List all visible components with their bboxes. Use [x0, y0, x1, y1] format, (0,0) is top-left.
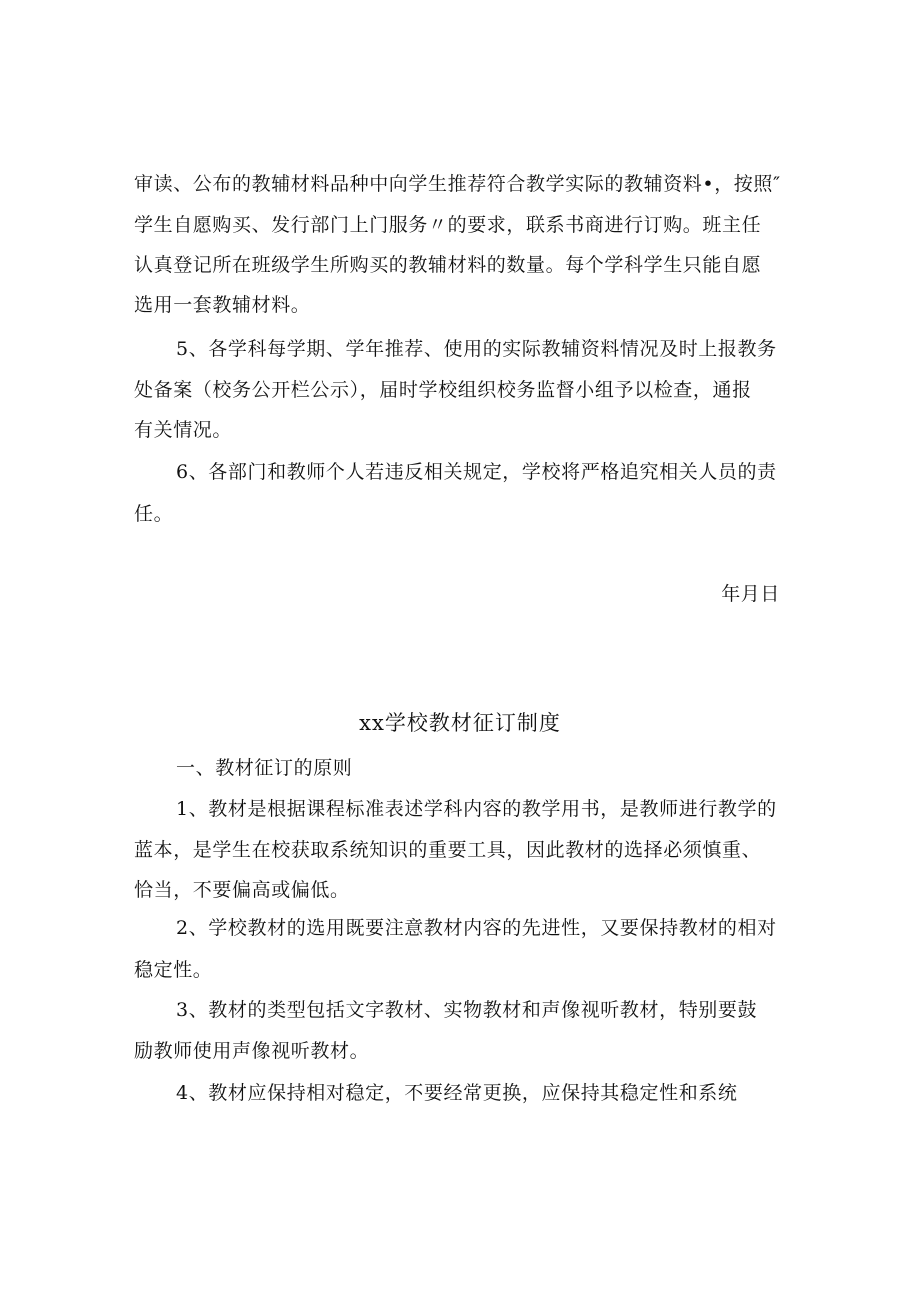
- principle-2-line: 2、学校教材的选用既要注意教材内容的先进性，又要保持教材的相对: [176, 917, 777, 939]
- paragraph-line: 认真登记所在班级学生所购买的教辅材料的数量。每个学科学生只能自愿: [134, 254, 762, 276]
- principle-3-line: 励教师使用声像视听教材。: [134, 1040, 370, 1062]
- principle-1-line: 1、教材是根据课程标准表述学科内容的教学用书，是教师进行教学的: [176, 798, 777, 820]
- paragraph-line: 审读、公布的教辅材料品种中向学生推荐符合教学实际的教辅资料•，按照″: [134, 173, 781, 195]
- item-5-line: 处备案（校务公开栏公示），届时学校组织校务监督小组予以检查，通报: [134, 379, 752, 401]
- paragraph-line: 选用一套教辅材料。: [134, 294, 311, 316]
- principle-4-line: 4、教材应保持相对稳定，不要经常更换，应保持其稳定性和系统: [176, 1082, 738, 1104]
- date-line: 年月日: [721, 583, 780, 605]
- paragraph-line: 学生自愿购买、发行部门上门服务〃的要求，联系书商进行订购。班主任: [134, 214, 762, 236]
- item-5-line: 5、各学科每学期、学年推荐、使用的实际教辅资料情况及时上报教务: [176, 338, 777, 360]
- section-heading: 一、教材征订的原则: [176, 757, 353, 779]
- item-6-line: 任。: [134, 503, 174, 525]
- document-title: xx学校教材征订制度: [359, 711, 561, 735]
- principle-3-line: 3、教材的类型包括文字教材、实物教材和声像视听教材，特别要鼓: [176, 999, 758, 1021]
- item-5-line: 有关情况。: [134, 419, 233, 441]
- principle-1-line: 恰当，不要偏高或偏低。: [134, 879, 350, 901]
- item-6-line: 6、各部门和教师个人若违反相关规定，学校将严格追究相关人员的责: [176, 461, 777, 483]
- principle-1-line: 蓝本，是学生在校获取系统知识的重要工具，因此教材的选择必须慎重、: [134, 839, 762, 861]
- principle-2-line: 稳定性。: [134, 959, 213, 981]
